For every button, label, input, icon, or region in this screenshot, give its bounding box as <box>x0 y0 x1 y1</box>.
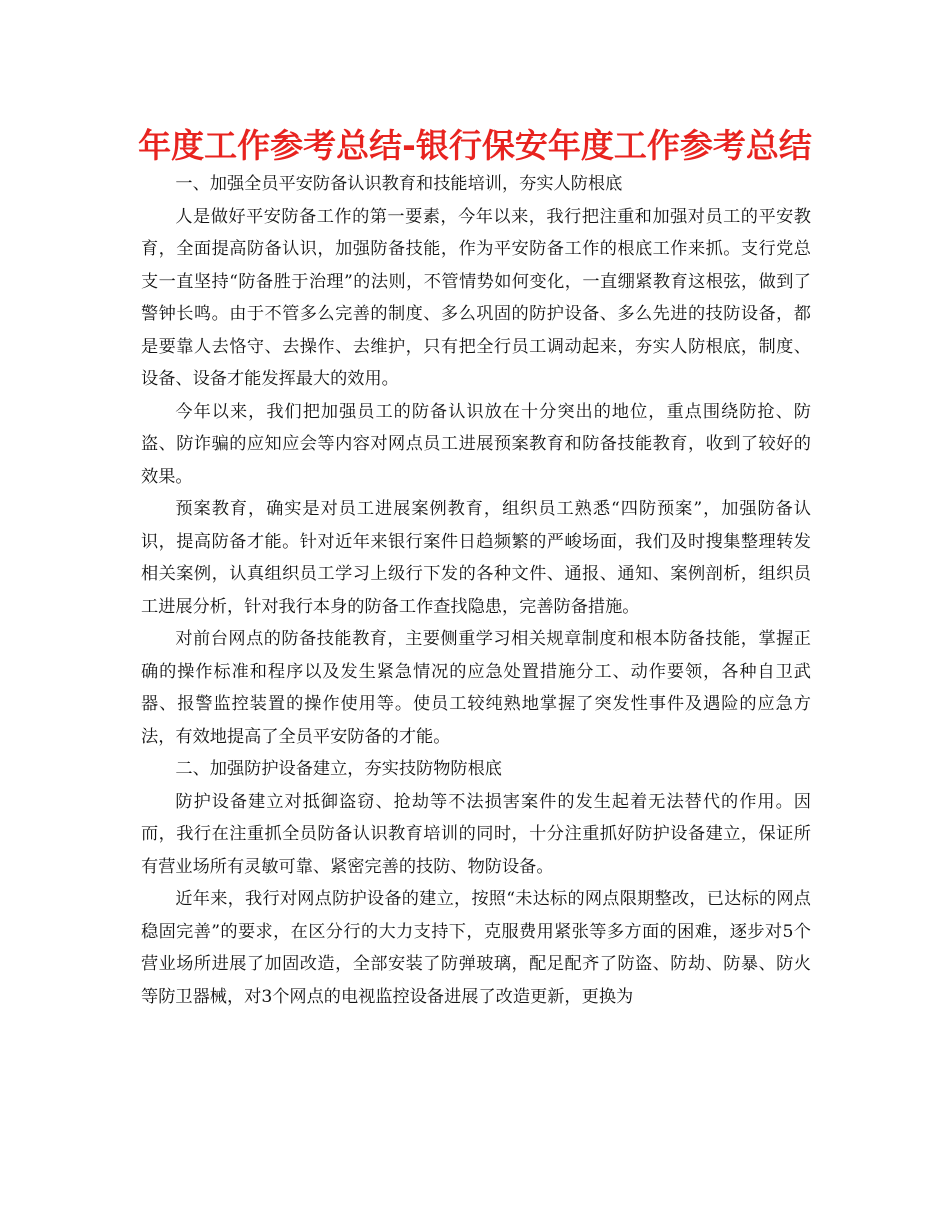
paragraph: 人是做好平安防备工作的第一要素，今年以来，我行把注重和加强对员工的平安教育，全面提高防备认识，加强防备技能，作为平安防备工作的根底工作来抓。支行党总支一直坚持“防备胜于治理”的法则，不管情势如何变化，一直绷紧教育这根弦，做到了警钟长鸣。由于不管多么完善的制度、多么巩固的防护设备、多么先进的技防设备，都是要靠人去恪守、去操作、去维护，只有把全行员工调动起来，夯实人防根底，制度、设备、设备才能发挥最大的效用。 <box>141 206 811 389</box>
document-body <box>141 168 811 1013</box>
document-title: 年度工作参考总结-银行保安年度工作参考总结 <box>138 126 812 165</box>
section-heading-2: 二、加强防护设备建立，夯实技防物防根底 <box>175 759 502 779</box>
paragraph: 今年以来，我们把加强员工的防备认识放在十分突出的地位，重点围绕防抢、防盗、防诈骗的应知应会等内容对网点员工进展预案教育和防备技能教育，收到了较好的效果。 <box>141 401 811 487</box>
paragraph: 防护设备建立对抵御盗窃、抢劫等不法损害案件的发生起着无法替代的作用。因而，我行在注重抓全员防备认识教育培训的同时，十分注重抓好防护设备建立，保证所有营业场所有灵敏可靠、紧密完善的技防、物防设备。 <box>141 791 811 877</box>
section-heading-1: 一、加强全员平安防备认识教育和技能培训，夯实人防根底 <box>175 174 623 194</box>
paragraph: 预案教育，确实是对员工进展案例教育，组织员工熟悉“四防预案”，加强防备认识，提高防备才能。针对近年来银行案件日趋频繁的严峻场面，我们及时搜集整理转发相关案例，认真组织员工学习上级行下发的各种文件、通报、通知、案例剖析，组织员工进展分析，针对我行本身的防备工作查找隐患，完善防备措施。 <box>141 499 811 617</box>
paragraph: 近年来，我行对网点防护设备的建立，按照“未达标的网点限期整改，已达标的网点稳固完善”的要求，在区分行的大力支持下，克服费用紧张等多方面的困难，逐步对5个营业场所进展了加固改造，全部安装了防弹玻璃，配足配齐了防盗、防劫、防暴、防火等防卫器械，对3个网点的电视监控设备进展了改造更新，更换为 <box>141 889 811 1007</box>
paragraph: 对前台网点的防备技能教育，主要侧重学习相关规章制度和根本防备技能，掌握正确的操作标准和程序以及发生紧急情况的应急处置措施分工、动作要领，各种自卫武器、报警监控装置的操作使用等。使员工较纯熟地掌握了突发性事件及遇险的应急方法，有效地提高了全员平安防备的才能。 <box>141 629 811 747</box>
